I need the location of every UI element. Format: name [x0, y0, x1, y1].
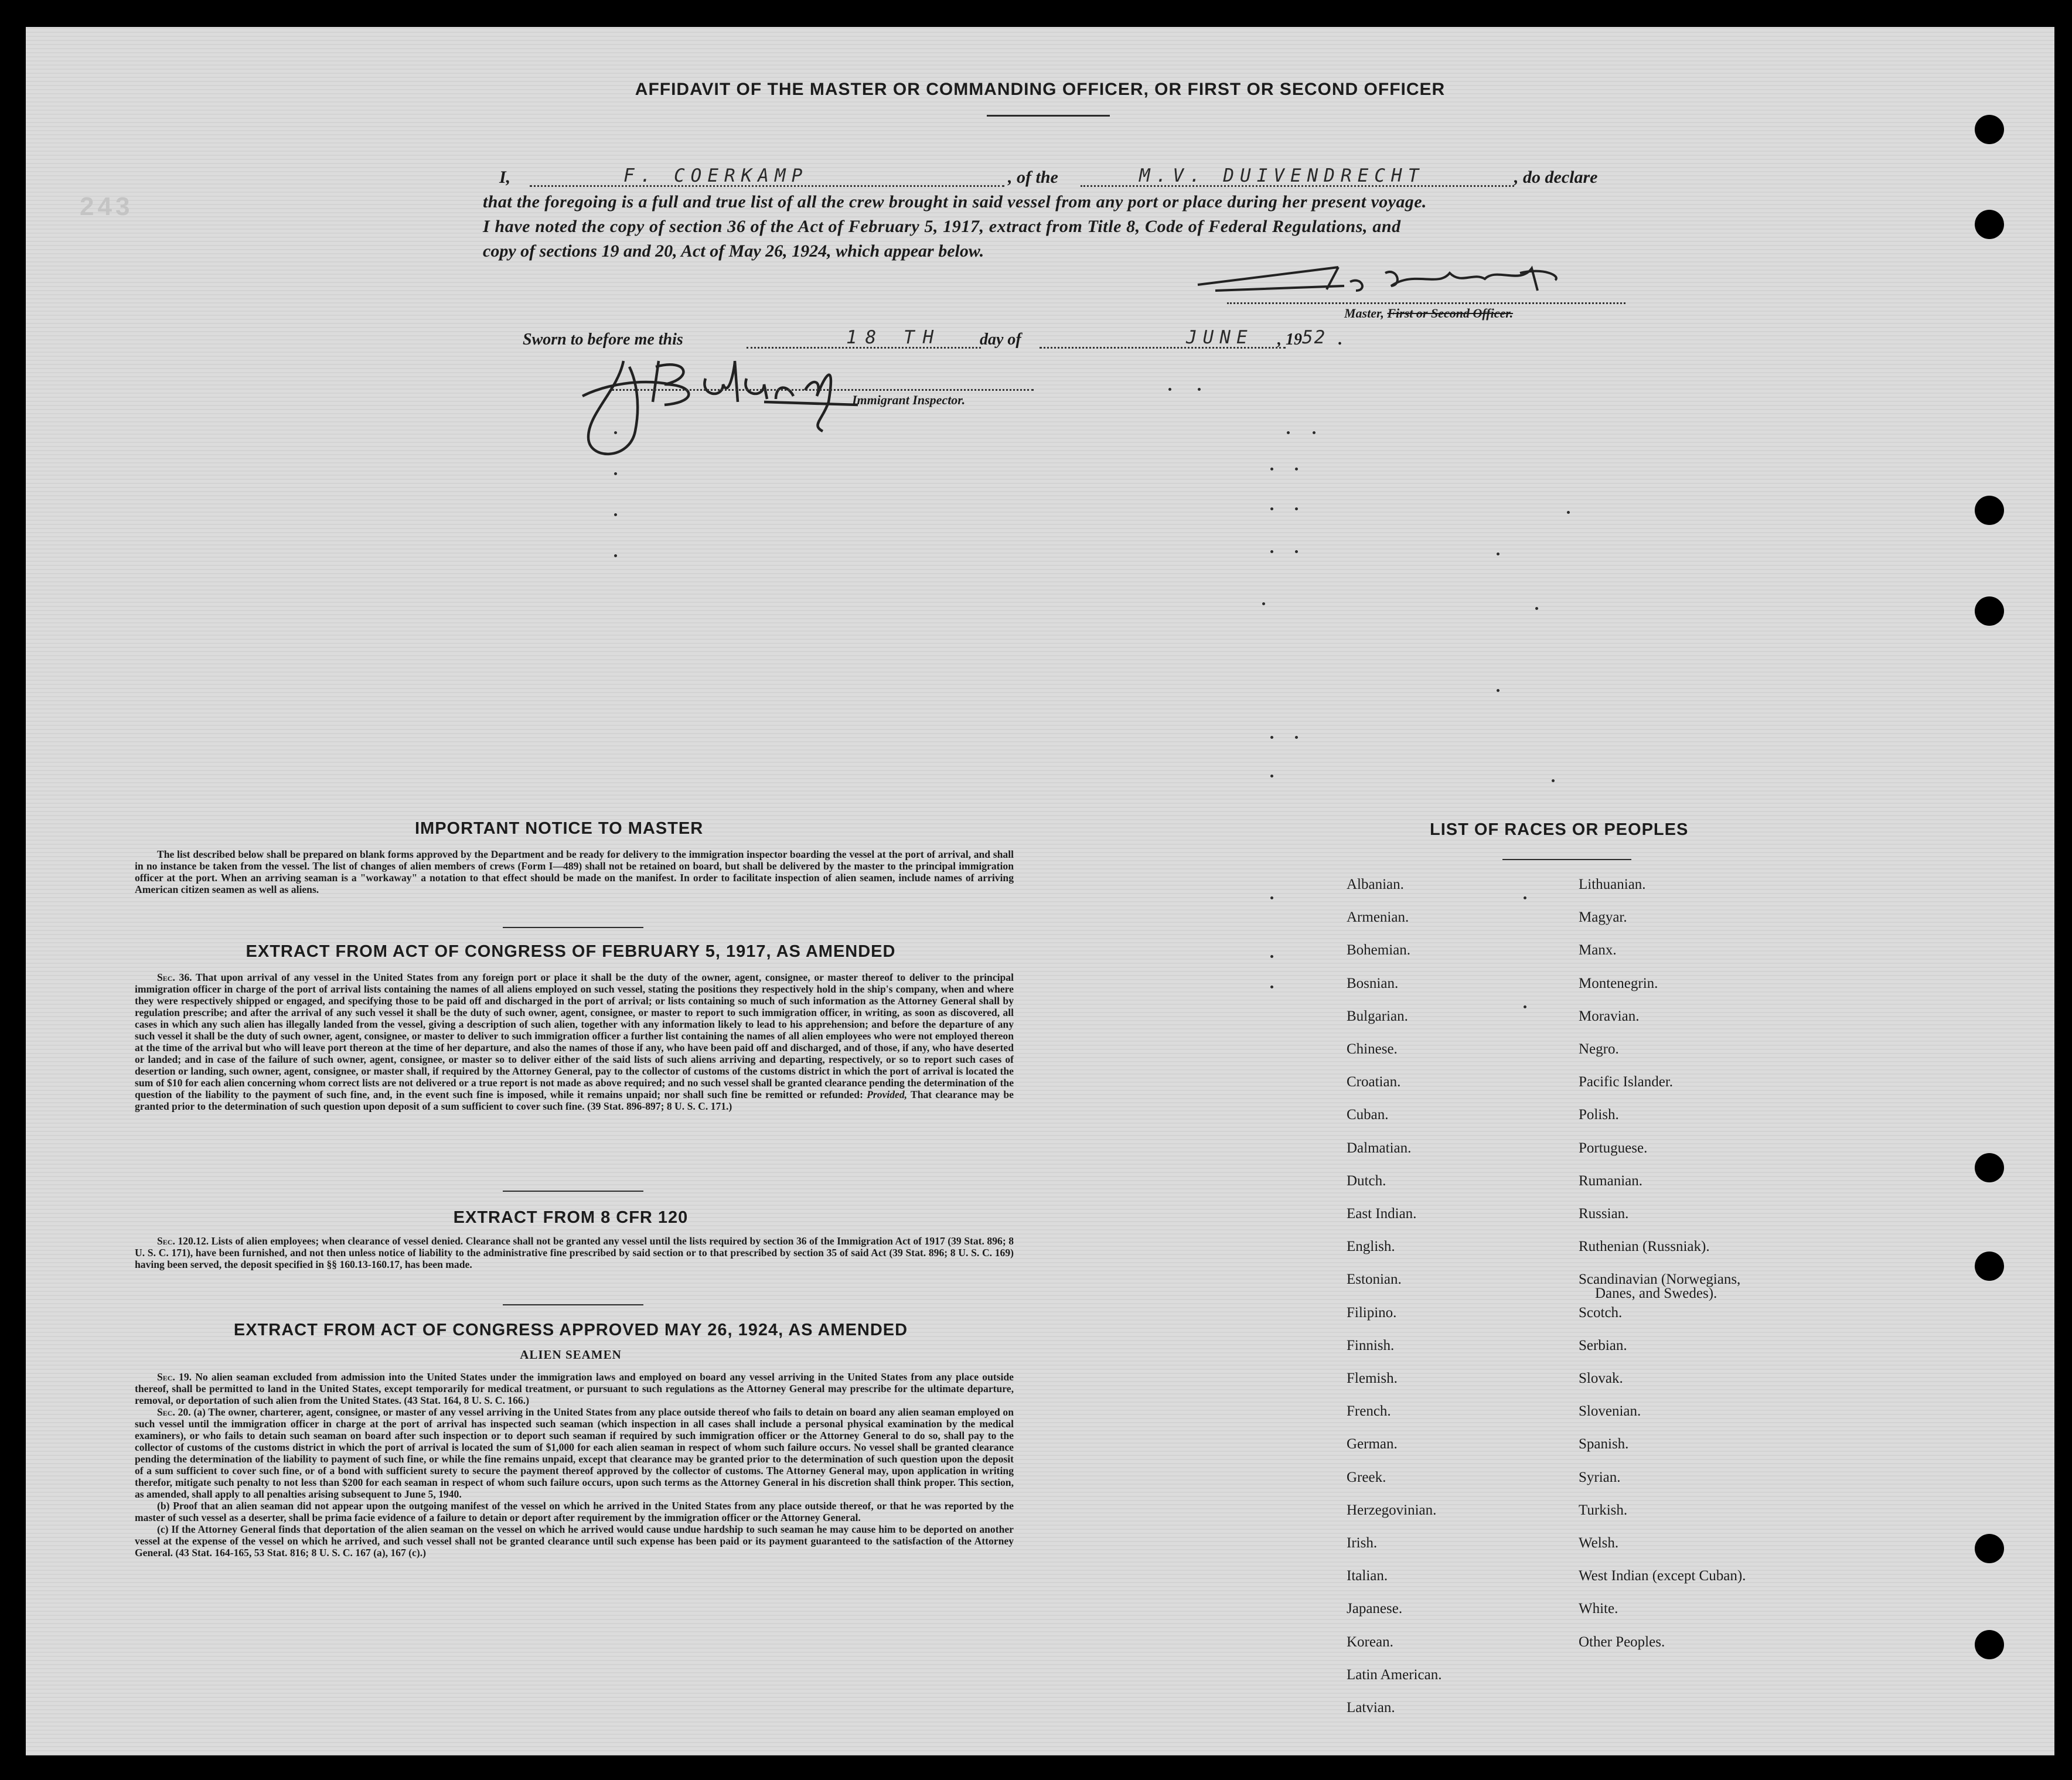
race-left-item: Bulgarian.: [1347, 1008, 1408, 1024]
inspector-signature-line: [612, 389, 1034, 391]
race-left-item: Armenian.: [1347, 909, 1409, 926]
race-right-item: Russian.: [1579, 1206, 1629, 1222]
i-label: I,: [499, 168, 511, 187]
master-signature-line: [1227, 302, 1625, 304]
extract-cfr-text: [135, 1235, 1014, 1270]
punch-hole: [1975, 115, 2004, 144]
race-right-item: West Indian (except Cuban).: [1579, 1568, 1746, 1584]
speck: [1552, 779, 1555, 782]
affidavit-line-4: copy of sections 19 and 20, Act of May 26, 1924, which appear below.: [483, 241, 984, 261]
extract-cfr-heading: EXTRACT FROM 8 CFR 120: [453, 1208, 689, 1227]
race-left-item: Filipino.: [1347, 1304, 1397, 1321]
master-caption: [1344, 306, 1513, 321]
margin-stamp: 243: [80, 192, 134, 221]
affidavit-line-2: that the foregoing is a full and true list of all the crew brought in said vessel from any port or place during her present voyage.: [483, 192, 1427, 212]
speck: [1270, 550, 1273, 553]
year-prefix: , 19: [1277, 330, 1302, 349]
race-left-item: Herzegovinian.: [1347, 1502, 1437, 1518]
speck: [1270, 775, 1273, 778]
race-left-item: Korean.: [1347, 1634, 1393, 1650]
race-right-item: Magyar.: [1579, 909, 1627, 926]
speck: [1270, 986, 1273, 988]
of-the-label: , of the: [1008, 168, 1058, 187]
inspector-signature: [553, 343, 881, 461]
speck: [1295, 736, 1298, 739]
race-left-item: Latvian.: [1347, 1700, 1395, 1716]
race-right-item: Syrian.: [1579, 1469, 1621, 1485]
punch-hole: [1975, 1630, 2004, 1659]
speck: [614, 554, 617, 557]
race-left-item: Estonian.: [1347, 1271, 1402, 1288]
race-right-item: Lithuanian.: [1579, 877, 1646, 892]
race-left-item: Albanian.: [1347, 877, 1404, 892]
speck: [1270, 468, 1273, 470]
race-left-item: Chinese.: [1347, 1041, 1398, 1057]
year-value: 52: [1302, 327, 1327, 348]
race-left-item: Dalmatian.: [1347, 1140, 1412, 1156]
race-right-item: Portuguese.: [1579, 1140, 1648, 1156]
speck: [1567, 511, 1570, 514]
speck: [1287, 431, 1290, 434]
races-heading: LIST OF RACES OR PEOPLES: [1430, 820, 1689, 839]
race-left-item: Croatian.: [1347, 1074, 1401, 1090]
punch-hole: [1975, 210, 2004, 239]
affidavit-title: AFFIDAVIT OF THE MASTER OR COMMANDING OFFICER, OR FIRST OR SECOND OFFICER: [635, 80, 1446, 99]
race-left-item: Finnish.: [1347, 1337, 1395, 1353]
race-left-item: Bohemian.: [1347, 942, 1411, 959]
alien-seamen-subheading: ALIEN SEAMEN: [520, 1348, 622, 1362]
extract-cfr-body: [135, 1235, 1014, 1270]
day-value: 18 TH: [846, 327, 942, 348]
punch-hole: [1975, 1153, 2004, 1182]
extract-1924-body: [135, 1371, 1014, 1559]
race-right-item: Moravian.: [1579, 1008, 1640, 1024]
punch-hole: [1975, 596, 2004, 626]
speck: [1313, 431, 1316, 434]
race-right-item: Serbian.: [1579, 1337, 1627, 1353]
speck: [1535, 607, 1538, 610]
sec-120-12-body: Lists of alien employees; when clearance of vessel denied. Clearance shall not be granted any vessel until the lists required by section 36 of the Immigration Act of 1917 (39 Stat. 896; 8 U. S. C. 171), have been furnished, and not then unless notice of liability to the administrative fine prescribed by said section or to that prescribed by section 35 of said Act (39 Stat. 896; 8 U. S. C. 169) having been served, the deposit specified in §§ 160.13-160.17, has been made.: [135, 1235, 1014, 1270]
sec-36-tail: That clearance may be granted prior to the determination of such question upon deposit of a sum sufficient to cover such fine. (39 Stat. 896-897; 8 U. S. C. 171.): [135, 1089, 1014, 1112]
sec-36-label: Sec. 36.: [157, 971, 192, 983]
race-left-item: Cuban.: [1347, 1107, 1389, 1123]
race-left-item: Greek.: [1347, 1469, 1386, 1485]
race-right-item: Manx.: [1579, 942, 1617, 959]
race-right-item: Scotch.: [1579, 1304, 1623, 1321]
speck: [1497, 553, 1500, 555]
race-right-item: White.: [1579, 1601, 1618, 1617]
extract-1917-divider: [503, 1191, 643, 1192]
race-right-item: Slovak.: [1579, 1370, 1623, 1386]
extract-1924-heading: EXTRACT FROM ACT OF CONGRESS APPROVED MAY 26, 1924, AS AMENDED: [233, 1321, 908, 1339]
master-signature: [1192, 250, 1573, 302]
speck: [1198, 388, 1201, 391]
speck: [1497, 689, 1500, 692]
master-name: F. COERKAMP: [623, 165, 809, 186]
race-right-item: Polish.: [1579, 1107, 1619, 1123]
document-page: [26, 27, 2054, 1755]
master-caption-b: First or Second Officer.: [1387, 306, 1514, 320]
sec-36-proviso: Provided,: [867, 1089, 908, 1100]
race-left-item: Flemish.: [1347, 1370, 1398, 1386]
race-right-item: Montenegrin.: [1579, 975, 1658, 991]
extract-1917-body: [135, 971, 1014, 1112]
speck: [1262, 602, 1265, 605]
sec-20a-text: [135, 1406, 1014, 1500]
punch-hole: [1975, 1252, 2004, 1281]
speck: [614, 431, 617, 434]
race-left-item: Bosnian.: [1347, 975, 1399, 991]
races-underline: [1502, 859, 1631, 860]
speck: [1295, 550, 1298, 553]
month-value: JUNE: [1186, 327, 1253, 348]
day-of-label: day of: [980, 330, 1021, 349]
speck: [1524, 896, 1526, 899]
speck: [1168, 388, 1171, 391]
punch-hole: [1975, 496, 2004, 525]
affidavit-line-3: I have noted the copy of section 36 of the Act of February 5, 1917, extract from Title 8, Code of Federal Regulations, and: [483, 217, 1401, 236]
race-left-item: East Indian.: [1347, 1206, 1417, 1222]
race-left-item: French.: [1347, 1403, 1391, 1420]
sec-20a-body: (a) The owner, charterer, agent, consignee, or master of any vessel arriving in the United States from any place outside thereof who fails to detain on board any alien seaman employed on such vessel until the immigration officer in charge at the port of arrival has inspected such seaman (which inspection in all cases shall include a personal physical examination by the medical examiners), or who fails to detain such seaman on board after such inspection or to deport such seaman if required by such immigration officer or the Attorney General to do so, shall pay to the collector of customs of the customs district in which the port of arrival is located the sum of $1,000 for each alien seaman in respect of whom such failure occurs. No vessel shall be granted clearance pending the determination of the liability to payment of such fine, or while the fine remains unpaid, except that clearance may be granted prior to the determination of such question upon the deposit of a sum sufficient to cover such fine, or of a bond with sufficient surety to secure the payment thereof approved by the collector of customs. The Attorney General may, upon application in writing therefor, mitigate such penalty to not less than $200 for each seaman in respect of whom such failure occurs, upon such terms as the Attorney General in his discretion shall think proper. This section, as amended, shall apply to all penalties arising subsequent to June 5, 1940.: [135, 1406, 1014, 1500]
speck: [1270, 896, 1273, 899]
race-left-item: Dutch.: [1347, 1172, 1386, 1189]
race-right-item: Danes, and Swedes).: [1595, 1285, 1717, 1302]
race-left-item: Japanese.: [1347, 1601, 1403, 1617]
notice-heading: IMPORTANT NOTICE TO MASTER: [415, 819, 704, 838]
sworn-label: Sworn to before me this: [523, 330, 683, 349]
do-declare-label: , do declare: [1514, 168, 1598, 187]
sec-19-body: No alien seaman excluded from admission into the United States under the immigration laws and employed on board any vessel arriving in the United States from any place outside thereof, shall be permitted to land in the United States, except temporarily for medical treatment, or pursuant to such regulations as the Attorney General may prescribe for the ultimate departure, removal, or deportation of such alien from the United States. (43 Stat. 164, 8 U. S. C. 166.): [135, 1371, 1014, 1406]
speck: [1270, 955, 1273, 958]
speck: [1270, 736, 1273, 739]
vessel-name: M.V. DUIVENDRECHT: [1139, 165, 1425, 186]
sec-19-text: [135, 1371, 1014, 1406]
race-right-item: Ruthenian (Russniak).: [1579, 1239, 1710, 1255]
notice-body: [135, 848, 1014, 895]
punch-hole: [1975, 1534, 2004, 1563]
race-right-item: Negro.: [1579, 1041, 1619, 1057]
extract-cfr-divider: [503, 1304, 643, 1305]
speck: [614, 513, 617, 516]
speck: [1270, 507, 1273, 510]
sec-120-12-label: Sec. 120.12.: [157, 1235, 209, 1247]
speck: [1524, 1005, 1526, 1008]
race-right-item: Turkish.: [1579, 1502, 1628, 1518]
race-right-item: Other Peoples.: [1579, 1634, 1665, 1650]
speck: [1295, 507, 1298, 510]
extract-1917-heading: EXTRACT FROM ACT OF CONGRESS OF FEBRUARY 5, 1917, AS AMENDED: [246, 942, 896, 961]
year-suffix: .: [1338, 330, 1342, 349]
race-right-item: Welsh.: [1579, 1535, 1619, 1551]
race-right-item: Rumanian.: [1579, 1172, 1643, 1189]
sec-20c-text: (c) If the Attorney General finds that deportation of the alien seaman on the vessel on which he arrived would cause undue hardship to such seaman he may cause him to be deported on another vessel at the expense of the vessel on which he arrived, and such vessel shall not be granted clearance until such expense has been paid or its payment guaranteed to the satisfaction of the Attorney General. (43 Stat. 164-165, 53 Stat. 816; 8 U. S. C. 167 (a), 167 (c).): [135, 1523, 1014, 1559]
sec-36-body: That upon arrival of any vessel in the United States from any foreign port or place it shall be the duty of the owner, agent, consignee, or master thereof to deliver to the principal immigration officer in charge of the port of arrival lists containing the names of all aliens employed on such vessel, stating the positions they respectively hold in the ship's company, when and where they were respectively shipped or engaged, and specifying those to be paid off and discharged in the port of arrival; or lists containing so much of such information as the Attorney General shall by regulation prescribe; and after the arrival of any such vessel it shall be the duty of such owner, agent, consignee, or master to report to such immigration officer, in writing, as soon as discovered, all cases in which any such alien has illegally landed from the vessel, giving a description of such alien, together with any information likely to lead to his apprehension; and before the departure of any such vessel it shall be the duty of such owner, agent, consignee, or master to deliver to such immigration officer a further list containing the names of all alien employees who were not employed thereon at the time of the arrival but who will leave port thereon at the time of her departure, and also the names of those if any, who have been paid off and discharged, and of those, if any, who have deserted or landed; and in case of the failure of such owner, agent, consignee, or master so to deliver either of the said lists of such aliens arriving and departing, respectively, or so to report such cases of desertion or landing, such owner, agent, consignee, or master shall, if required by the Attorney General, pay to the collector of customs of the customs district in which the port of arrival is located the sum of $10 for each alien concerning whom correct lists are not delivered or a true report is not made as above required; and no such vessel shall be granted clearance pending the determination of the question of the liability to the payment of such fine, and, in the event such fine is imposed, while it remains unpaid; nor shall such fine be remitted or refunded:: [135, 971, 1014, 1100]
race-right-item: Slovenian.: [1579, 1403, 1641, 1420]
sec-20b-text: (b) Proof that an alien seaman did not appear upon the outgoing manifest of the vessel on which he arrived in the United States from any place outside thereof, or that he was reported by the master of such vessel as a deserter, shall be prima facie evidence of a failure to detain or deport after requirement by the immigration officer or the Attorney General.: [135, 1500, 1014, 1523]
notice-divider: [503, 927, 643, 928]
race-left-item: Latin American.: [1347, 1666, 1442, 1683]
race-left-item: German.: [1347, 1436, 1398, 1452]
title-underline: [987, 115, 1110, 117]
race-right-item: Pacific Islander.: [1579, 1074, 1674, 1090]
race-left-item: English.: [1347, 1239, 1395, 1255]
speck: [1295, 468, 1298, 470]
race-right-item: Spanish.: [1579, 1436, 1629, 1452]
sec-20-label: Sec. 20.: [157, 1406, 191, 1418]
speck: [614, 472, 617, 475]
sec-19-label: Sec. 19.: [157, 1371, 192, 1383]
race-right-item: Scandinavian (Norwegians,: [1579, 1271, 1741, 1288]
inspector-caption: Immigrant Inspector.: [852, 393, 966, 407]
notice-body-text: The list described below shall be prepared on blank forms approved by the Department and be ready for delivery to the immigration inspector boarding the vessel at the port of arrival, and shall in no instance be taken from the vessel. The list of changes of alien members of crews (Form I—489) shall not be retained on board, but shall be delivered by the master to the principal immigration officer at the port. When an arriving seaman is a "workaway" a notation to that effect should be made on the manifest. In order to facilitate inspection of alien seamen, include names of arriving American citizen seamen as well as aliens.: [135, 848, 1014, 895]
extract-1917-text: [135, 971, 1014, 1112]
master-caption-a: Master,: [1344, 306, 1384, 320]
race-left-item: Irish.: [1347, 1535, 1378, 1551]
race-left-item: Italian.: [1347, 1568, 1388, 1584]
